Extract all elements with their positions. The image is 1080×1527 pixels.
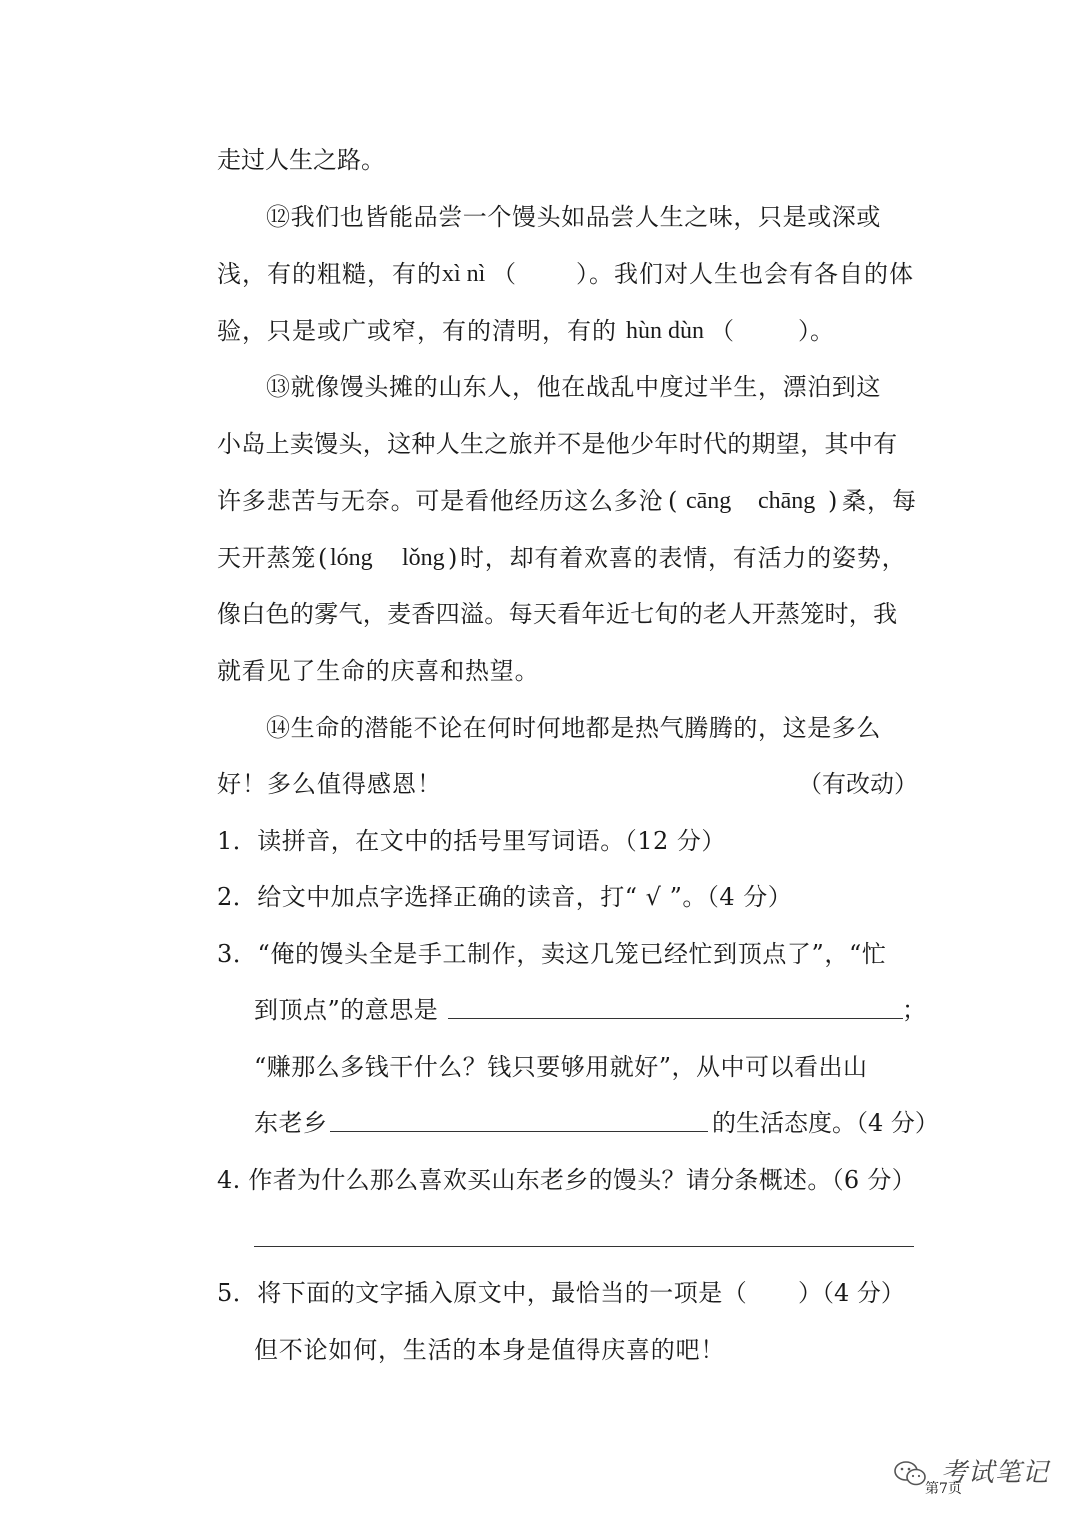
left-paren: ( — [668, 487, 678, 515]
text: 就看见了生命的庆喜和热望。 — [217, 657, 540, 685]
question-text: 3．“俺的馒头全是手工制作，卖这几笼已经忙到顶点了”，“忙 — [217, 940, 887, 968]
question-text: ； — [902, 996, 926, 1024]
pinyin-hundun: hùn dùn — [626, 318, 704, 344]
answer-blank[interactable] — [448, 996, 903, 1019]
question-text: 到顶点”的意思是 — [254, 996, 439, 1024]
right-paren: ) — [448, 544, 458, 572]
text: 许多悲苦与无奈。可是看他经历这么多沧 — [217, 487, 664, 515]
source-note: （有改动） — [798, 770, 918, 798]
watermark-text: 考试笔记 — [941, 1458, 1050, 1488]
question-text: 5．将下面的文字插入原文中，最恰当的一项是（ — [217, 1279, 748, 1307]
text: 天开蒸笼 — [217, 544, 317, 572]
pinyin-option: cāng — [686, 488, 732, 514]
text: 走过人生之路。 — [217, 146, 385, 174]
left-paren: （ — [492, 260, 516, 288]
question-text: 但不论如何，生活的本身是值得庆喜的吧！ — [254, 1336, 726, 1364]
right-paren: ) — [828, 487, 838, 515]
question-text: 的生活态度。（4 分） — [712, 1109, 939, 1137]
pinyin-option: lǒng — [402, 545, 445, 571]
text: ）。我们对人生也会有各自的体 — [576, 260, 914, 288]
left-paren: （ — [710, 317, 734, 345]
question-text: 东老乡 — [254, 1109, 328, 1137]
text: 时，却有着欢喜的表情，有活力的姿势， — [460, 544, 907, 572]
page-label: 第7页 — [925, 1481, 962, 1497]
question-text: 4. 作者为什么那么喜欢买山东老乡的馒头？请分条概述。（6 分） — [217, 1166, 917, 1194]
text: 验，只是或广或窄，有的清明，有的 — [217, 317, 617, 345]
question-text: 2．给文中加点字选择正确的读音，打“ √ ”。（4 分） — [217, 883, 793, 911]
question-text: ）（4 分） — [798, 1279, 905, 1307]
question-text: 1．读拼音，在文中的括号里写词语。（12 分） — [217, 827, 726, 855]
text: ⑫我们也皆能品尝一个馒头如品尝人生之味，只是或深或 — [266, 203, 881, 231]
text: 小岛上卖馒头，这种人生之旅并不是他少年时代的期望，其中有 — [217, 430, 898, 458]
text: 好！多么值得感恩！ — [217, 770, 442, 798]
pinyin-option: chāng — [758, 488, 816, 514]
text: ）。 — [798, 317, 834, 345]
text: 浅，有的粗糙，有的 — [217, 260, 442, 288]
left-paren: ( — [318, 544, 328, 572]
text: ⑬就像馒头摊的山东人，他在战乱中度过半生，漂泊到这 — [266, 373, 881, 401]
answer-blank[interactable] — [330, 1109, 708, 1132]
question-text: “赚那么多钱干什么？钱只要够用就好”，从中可以看出山 — [254, 1053, 868, 1081]
watermark — [893, 1452, 1063, 1502]
pinyin-option: lóng — [330, 545, 373, 571]
pinyin-xini: xì nì — [442, 261, 486, 287]
text: ⑭生命的潜能不论在何时何地都是热气腾腾的，这是多么 — [266, 714, 881, 742]
text: 像白色的雾气，麦香四溢。每天看年近七旬的老人开蒸笼时，我 — [217, 600, 898, 628]
wechat-icon — [893, 1460, 927, 1492]
answer-line[interactable] — [254, 1246, 914, 1247]
text: 桑，每 — [842, 487, 917, 515]
